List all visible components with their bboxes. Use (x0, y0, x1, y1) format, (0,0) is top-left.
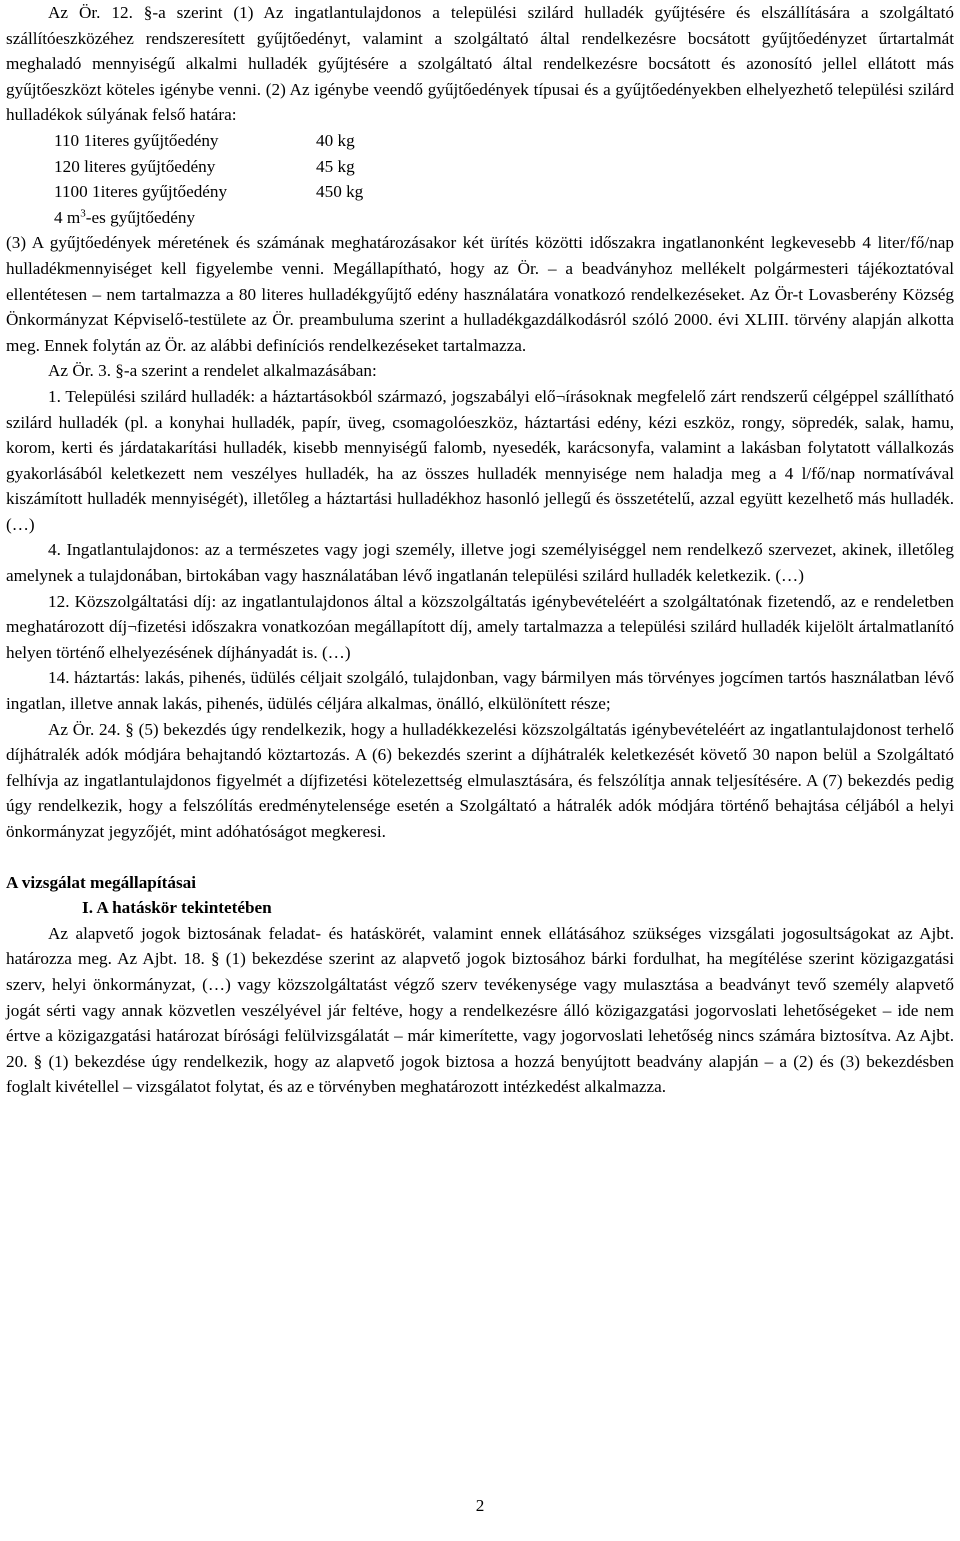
paragraph-ordinance-12: Az Ör. 12. §-a szerint (1) Az ingatlantulajdonos a települési szilárd hulladék gyűjtésére és elszállítására a szolgáltató szállítóeszközéhez rendszeresített gyűjtőedényt, valamint a szolgáltató által rendelkezésre bocsátott gyűjtőedényzet űrtartalmát meghaladó mennyiségű alkalmi hulladék gyűjtésére a szolgáltató által rendelkezésre bocsátott és azonosító jellel ellátott más gyűjtőeszközt köteles igénybe venni. (2) Az igénybe veendő gyűjtőedények típusai és a gyűjtőedényekben elhelyezhető települési szilárd hulladékok súlyának felső határa: (6, 3, 954, 125)
paragraph-definition-14: 14. háztartás: lakás, pihenés, üdülés céljait szolgáló, tulajdonban, vagy bármilyen más törvényes jogcímen tartós használatban lévő ingatlan, illetve annak lakás, pihenés, üdülés céljára alkalmas, önálló, elkülönített része; (6, 668, 954, 714)
paragraph-ordinance-3: Az Ör. 3. §-a szerint a rendelet alkalmazásában: (48, 361, 377, 381)
container-type: 1100 1iteres gyűjtőedény (54, 182, 228, 202)
document-page (6, 0, 954, 1100)
paragraph-ordinance-24: Az Ör. 24. § (5) bekezdés úgy rendelkezik, hogy a hulladékkezelési közszolgáltatás igénybevételéért az ingatlantulajdonost terhelő díjhátralék adók módjára behajtandó köztartozás. A (6) bekezdés szerint a díjhátralék keletkezését követő 30 napon belül a Szolgáltató felhívja az ingatlantulajdonos figyelmét a díjfizetési kötelezettség elmulasztására, és felszólítja annak teljesítésére. A (7) bekezdés pedig úgy rendelkezik, hogy a felszólítás eredménytelensége esetén a Szolgáltató a hátralék adók módjára történő behajtása céljából a helyi önkormányzat jegyzőjét, mint adóhatóságot megkeresi. (6, 719, 954, 841)
paragraph-definition-1: 1. Települési szilárd hulladék: a háztartásokból származó, jogszabályi elő¬írásoknak megfelelő zárt rendszerű célgéppel szállítható szilárd hulladék (pl. a konyhai hulladék, papír, üveg, csomagolóeszköz, háztartási edény, kézi eszköz, rongy, söpredék, salak, hamu, korom, kerti és járdatakarítási hulladék, kisebb mennyiségű falomb, nyesedék, karácsonyfa, valamint a lakásban folytatott vállalkozás gyakorlásából keletkezett nem veszélyes hulladék, ha az összes hulladék mennyisége nem haladja meg a 4 l/fő/nap normatívával kiszámított hulladék mennyiségét), illetőleg a háztartási hulladékhoz hasonló jellegű és összetételű, azzal együtt kezelhető más hulladék. (…) (6, 386, 954, 534)
container-weight: 450 kg (316, 182, 364, 202)
page-number: 2 (475, 1496, 485, 1515)
paragraph-competence: Az alapvető jogok biztosának feladat- és hatáskörét, valamint ennek ellátásához szükséges vizsgálati jogosultságokat az Ajbt. határozza meg. Az Ajbt. 18. § (1) bekezdése szerint az alapvető jogok biztosához bárki fordulhat, ha megítélése szerint közigazgatási szerv, helyi önkormányzat, (…) vagy közszolgáltatást végző szerv tevékenysége vagy mulasztása a beadványt tevő személy alapvető jogát sérti vagy annak közvetlen veszélyével jár feltéve, hogy a rendelkezésre álló közigazgatási jogorvoslati lehetőségeket – ide nem értve a közigazgatási határozat bírósági felülvizsgálatát – már kimerítette, vagy jogorvoslati lehetőség nincs számára biztosítva. Az Ajbt. 20. § (1) bekezdése úgy rendelkezik, hogy az alapvető jogok biztosa a hozzá benyújtott beadvány alapján – a (2) és (3) bekezdésben foglalt kivétellel – vizsgálatot folytat, és az e törvényben meghatározott intézkedést alkalmazza. (6, 923, 954, 1097)
container-weight: 45 kg (316, 156, 355, 176)
paragraph-container-size: (3) A gyűjtőedények méretének és számának meghatározásakor két ürítés közötti időszakra ingatlanonként legkevesebb 4 liter/fő/nap hulladékmennyiséget kell figyelembe venni. Megállapítható, hogy az Ör. – a beadványhoz mellékelt polgármesteri tájékoztatóval ellentétesen – nem tartalmazza a 80 literes hulladékgyűjtő edény használatára vonatkozó rendelkezéseket. Az Ör-t Lovasberény Község Önkormányzat Képviselő-testülete az Ör. preambuluma szerint a hulladékgazdálkodásról szóló 2000. évi XLIII. törvény alapján alkotta meg. Ennek folytán az Ör. az alábbi definíciós rendelkezéseket tartalmazza. (6, 233, 954, 355)
paragraph-definition-12: 12. Közszolgáltatási díj: az ingatlantulajdonos által a közszolgáltatás igénybevételéért a szolgáltatónak fizetendő, az e rendeletben meghatározott díj¬fizetési időszakra vonatkozóan megállapított díj, amely tartalmazza a települési szilárd hulladék kijelölt ártalmatlanító helyen történő elhelyezésének díjhányadát is. (…) (6, 591, 954, 662)
container-weight: 40 kg (316, 130, 355, 150)
container-type: 110 1iteres gyűjtőedény (54, 130, 219, 150)
section-heading: A vizsgálat megállapításai (6, 872, 197, 892)
container-type: 120 literes gyűjtőedény (54, 156, 216, 176)
section-subheading: I. A hatáskör tekintetében (82, 898, 272, 918)
container-type-4m3: 4 $m^3-es$ gyűjtőedény (54, 207, 196, 227)
container-weight-table (54, 128, 954, 205)
paragraph-definition-4: 4. Ingatlantulajdonos: az a természetes vagy jogi személy, illetve jogi személyiséggel nem rendelkező szervezet, akinek, illetőleg amelynek a tulajdonában, birtokában vagy használatában lévő ingatlanán települési szilárd hulladék keletkezik. (…) (6, 540, 954, 586)
